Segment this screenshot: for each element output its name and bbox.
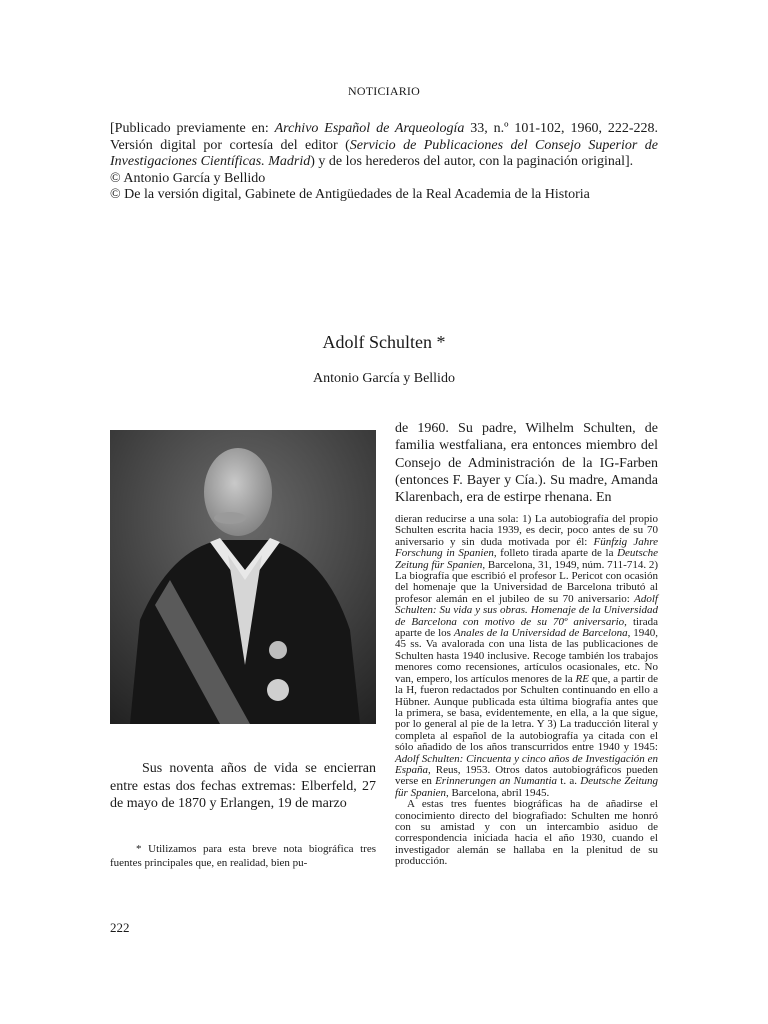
main-paragraph: de 1960. Su padre, Wilhelm Schulten, de familia westfaliana, era entonces miembro del Consejo de Administración de la IG-Farben (entonces F. Bayer y Cía.). Su madre, Amanda Klarenbach, era de estirpe rhenana. En xyxy=(395,421,658,506)
section-header: NOTICIARIO xyxy=(348,84,420,98)
provenance-publication: [Publicado previamente en: Archivo Español de Arqueología 33, n.º 101-102, 1960, 222-228. Versión digital por cortesía del editor (Servicio de Publicaciones del Consejo Superior de Investigaciones Científicas. Madrid) y de los herederos del autor, con la paginación original]. xyxy=(110,121,658,169)
footnote xyxy=(110,842,376,870)
intro-paragraph: Sus noventa años de vida se encierran entre estas dos fechas extremas: Elberfeld, 27 de mayo de 1870 y Erlangen, 19 de marzo xyxy=(110,761,376,811)
article-author: Antonio García y Bellido xyxy=(313,371,455,386)
footnote-acquaintance-paragraph: A estas tres fuentes biográficas ha de añadirse el conocimiento directo del biografiado: Schulten me honró con su amistad y con un intercambio asiduo de correspondencia iniciada hacia el año 1930, cuando el investigador alemán se hallaba en la plenitud de su producción. xyxy=(395,798,658,868)
provenance-note xyxy=(110,121,658,204)
footnote-text: * Utilizamos para esta breve nota biográfica tres fuentes principales que, en realidad, bien pu- xyxy=(110,843,376,869)
journal-name: Archivo Español de Arqueología xyxy=(274,121,465,136)
portrait-photo xyxy=(110,430,376,724)
right-column-text xyxy=(395,420,658,506)
page-number: 222 xyxy=(110,920,130,935)
footnote-continuation xyxy=(395,514,658,868)
left-column-text xyxy=(110,760,376,813)
copyright-digital: © De la versión digital, Gabinete de Antigüedades de la Real Academia de la Historia xyxy=(110,187,590,202)
copyright-author: © Antonio García y Bellido xyxy=(110,170,266,186)
publisher-name: Servicio de Publicaciones del Consejo Superior de Investigaciones Científicas. Madrid xyxy=(110,137,658,169)
footnote-sources-paragraph: dieran reducirse a una sola: 1) La autobiografía del propio Schulten escrita hacia 1939, es decir, poco antes de su 70 aniversario y sin duda motivada por él: Fünfzig Jahre Forschung in Spanien, folleto tirada aparte de la Deutsche Zeitung für Spanien, Barcelona, 31, 1949, núm. 711-714. 2) La biografía que escribió el profesor L. Pericot con ocasión del homenaje que la Universidad de Barcelona tributó al profesor alemán en el jubileo de su 70 aniversario: Adolf Schulten: Su vida y sus obras. Homenaje de la Universidad de Barcelona con motivo de su 70º aniversario, tirada aparte de los Anales de la Universidad de Barcelona, 1940, 45 ss. Va avalorada con una lista de las publicaciones de Schulten hasta 1940 inclusive. Recoge también los trabajos menores como recensiones, artículos ocasionales, etc. No van, empero, los artículos menores de la RE que, a partir de la H, fueron redactados por Schulten continuando en ello a Hübner. Aunque publicada esta última biografía antes que la primera, se basa, evidentemente, en ella, a la que sigue, por lo general al pie de la letra. Y 3) La traducción literal y completa al español de la autobiografía ya citada con el sólo añadido de los años transcurridos entre 1940 y 1945: Adolf Schulten: Cincuenta y cinco años de Investigación en España, Reus, 1953. Otros datos autobiográficos pueden verse en Erinnerungen an Numantia t. a. Deutsche Zeitung für Spanien, Barcelona, abril 1945. xyxy=(395,513,659,799)
article-title: Adolf Schulten * xyxy=(322,332,446,352)
